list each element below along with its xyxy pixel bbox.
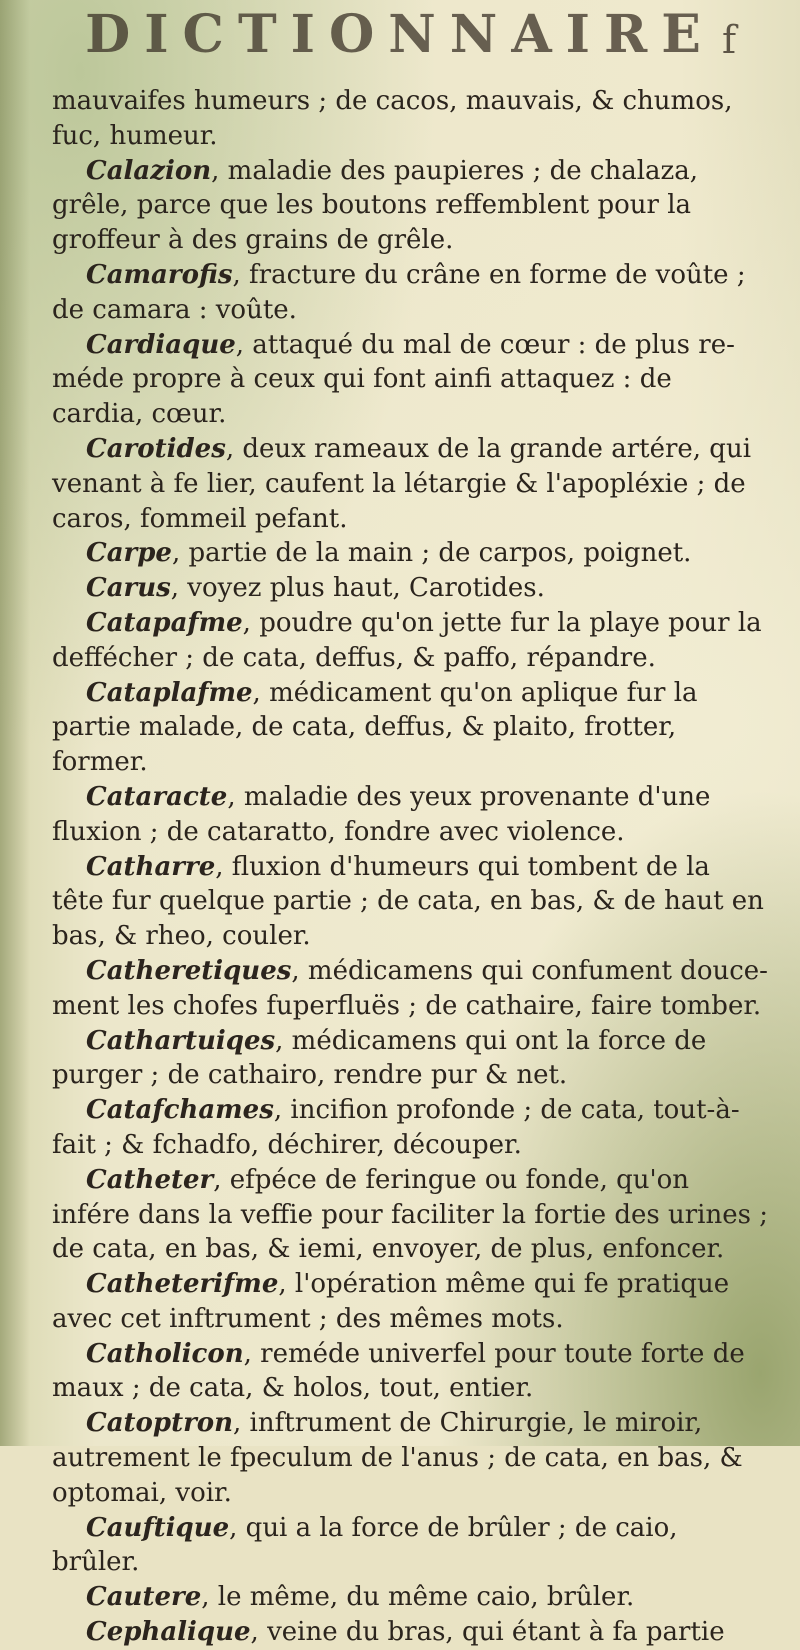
- dictionary-entry: [52, 1580, 768, 1615]
- entry-headword: Cataplafme: [86, 677, 253, 708]
- entry-definition: , poudre qu'on jette fur la playe pour la deffécher ; de cata, deffus, & paffo, répandre.: [52, 607, 762, 673]
- entry-definition: , deux rameaux de la grande artére, qui venant à fe lier, caufent la létargie & l'apopléxie ; de caros, fommeil pefant.: [52, 433, 752, 534]
- entry-headword: Catafchames: [86, 1095, 274, 1126]
- entry-definition: , maladie des yeux provenante d'une fluxion ; de cataratto, fondre avec violence.: [52, 781, 711, 847]
- header-signature-mark: f: [722, 18, 737, 62]
- entry-definition: , fluxion d'humeurs qui tombent de la tête fur quelque partie ; de cata, en bas, & de haut en bas, & rheo, couler.: [52, 851, 764, 952]
- running-header: DICTIONNAIRE: [85, 4, 715, 65]
- entry-headword: Cephalique: [86, 1617, 251, 1648]
- dictionary-entries: [52, 84, 768, 1650]
- entry-definition: mauvaifes humeurs ; de cacos, mauvais, & chumos, fuc, humeur.: [52, 86, 733, 151]
- entry-definition: , efpéce de feringue ou fonde, qu'on infére dans la veffie pour faciliter la fortie des urines ; de cata, en bas, & iemi, envoyer, de plus, enfoncer.: [52, 1164, 768, 1265]
- entry-definition: , voyez plus haut, Carotides.: [170, 573, 545, 604]
- dictionary-entry: [52, 1406, 768, 1510]
- page-gutter-shadow: [0, 0, 30, 1446]
- entry-definition: , médicamens qui confument douce-ment les chofes fuperfluës ; de cathaire, faire tomber.: [52, 955, 768, 1021]
- entry-headword: Catapafme: [86, 607, 243, 638]
- dictionary-entry: [52, 1511, 768, 1581]
- entry-definition: , médicamens qui ont la force de purger ; de cathairo, rendre pur & net.: [52, 1025, 707, 1091]
- entry-headword: Camarofis: [86, 259, 233, 290]
- entry-definition: , incifion profonde ; de cata, tout-à-fait ; & fchadfo, déchirer, découper.: [52, 1095, 740, 1160]
- entry-headword: Carus: [86, 573, 171, 604]
- dictionary-entry: [52, 1615, 768, 1650]
- entry-definition: , reméde univerfel pour toute forte de maux ; de cata, & holos, tout, entier.: [52, 1338, 745, 1404]
- entry-headword: Cathartuiqes: [86, 1025, 276, 1056]
- entry-headword: Catoptron: [86, 1408, 234, 1439]
- entry-headword: Cautere: [86, 1582, 202, 1613]
- dictionary-entry: [52, 1024, 768, 1094]
- dictionary-entry: [52, 432, 768, 536]
- entry-definition: , attaqué du mal de cœur : de plus re-méde propre à ceux qui font ainfi attaquez : de cardia, cœur.: [52, 329, 735, 430]
- dictionary-entry: [52, 1163, 768, 1267]
- entry-definition: , veine du bras, qui étant à fa partie: [250, 1617, 725, 1648]
- entry-definition: , partie de la main ; de carpos, poignet.: [171, 538, 692, 569]
- dictionary-entry: [52, 571, 768, 606]
- dictionary-entry: [52, 84, 768, 154]
- entry-headword: Catheter: [86, 1164, 214, 1195]
- entry-definition: , l'opération même qui fe pratique avec cet inftrument ; des mêmes mots.: [52, 1269, 730, 1334]
- entry-headword: Calazion: [86, 155, 212, 186]
- dictionary-entry: [52, 606, 768, 676]
- dictionary-entry: [52, 536, 768, 571]
- entry-headword: Cataracte: [86, 781, 228, 812]
- dictionary-entry: [52, 1093, 768, 1163]
- dictionary-entry: [52, 954, 768, 1024]
- entry-definition: , le même, du même caio, brûler.: [201, 1582, 635, 1613]
- entry-definition: , maladie des paupieres ; de chalaza, grêle, parce que les boutons reffemblent pour la groffeur à des grains de grêle.: [52, 155, 698, 256]
- entry-headword: Carpe: [86, 538, 172, 569]
- dictionary-entry: [52, 676, 768, 780]
- dictionary-entry: [52, 328, 768, 432]
- dictionary-entry: [52, 1267, 768, 1337]
- dictionary-entry: [52, 850, 768, 954]
- dictionary-entry: [52, 780, 768, 850]
- entry-headword: Catharre: [86, 851, 216, 882]
- entry-headword: Catholicon: [86, 1338, 244, 1369]
- dictionary-entry: [52, 258, 768, 328]
- entry-definition: , qui a la force de brûler ; de caio, brûler.: [52, 1512, 678, 1578]
- entry-headword: Cauftique: [86, 1512, 230, 1543]
- entry-definition: , médicament qu'on aplique fur la partie malade, de cata, deffus, & plaito, frotter, former.: [52, 677, 698, 778]
- entry-headword: Catheretiques: [86, 955, 292, 986]
- dictionary-entry: [52, 154, 768, 258]
- entry-definition: , fracture du crâne en forme de voûte ; de camara : voûte.: [52, 259, 746, 325]
- entry-definition: , inftrument de Chirurgie, le miroir, autrement le fpeculum de l'anus ; de cata, en bas, & optomai, voir.: [52, 1408, 743, 1508]
- dictionary-entry: [52, 1337, 768, 1407]
- entry-headword: Cardiaque: [86, 329, 236, 360]
- entry-headword: Catheterifme: [86, 1269, 279, 1300]
- entry-headword: Carotides: [86, 433, 226, 464]
